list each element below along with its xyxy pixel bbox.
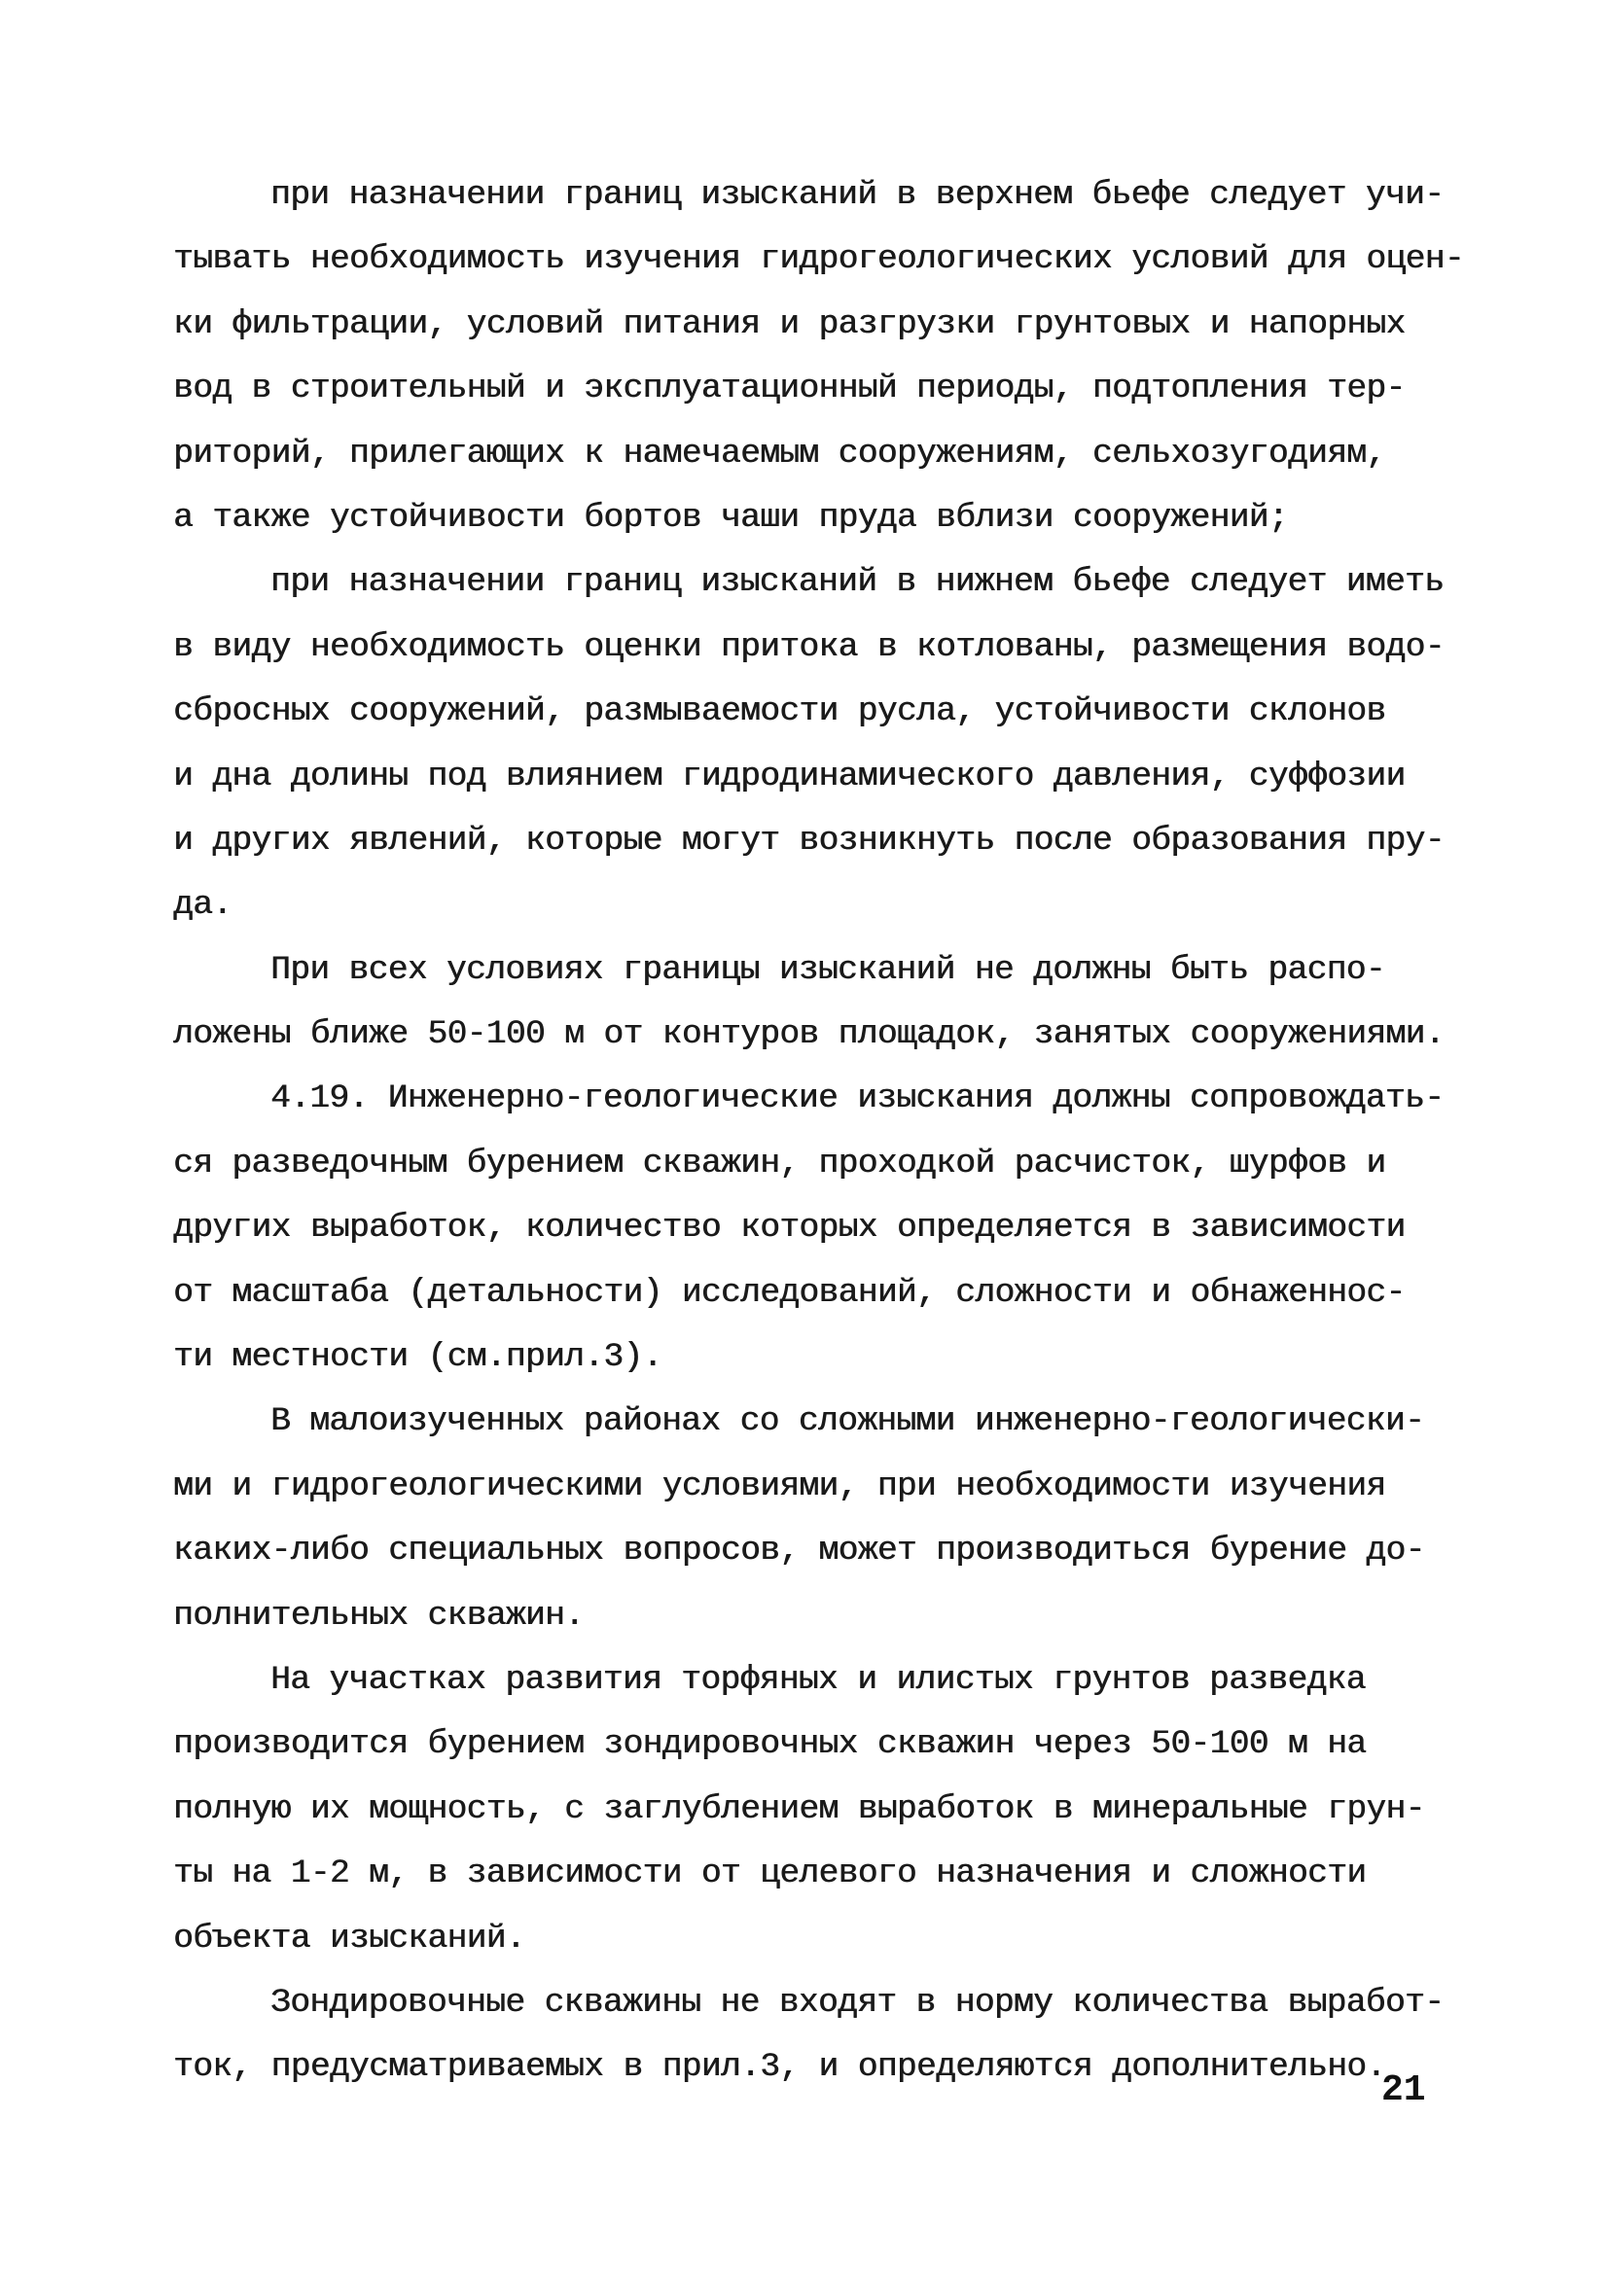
text-line: полную их мощность, с заглублением выработок в минеральные грун- [173,1789,1425,1828]
text-line: В малоизученных районах со сложными инженерно-геологически- [270,1402,1425,1441]
text-line: ки фильтрации, условий питания и разгрузки грунтовых и напорных [173,304,1406,343]
text-line: объекта изысканий. [173,1919,525,1958]
text-line: других выработок, количество которых определяется в зависимости [173,1209,1406,1248]
text-line: ток, предусматриваемых в прил.3, и определяются дополнительно. [173,2048,1386,2087]
text-line: при назначении границ изысканий в нижнем бьефе следует иметь [270,563,1445,602]
text-line: ти местности (см.прил.3). [173,1338,662,1377]
text-line: ты на 1-2 м, в зависимости от целевого назначения и сложности [173,1854,1367,1893]
text-line: да. [173,886,232,925]
text-line: ся разведочным бурением скважин, проходкой расчисток, шурфов и [173,1144,1386,1183]
text-line: производится бурением зондировочных скважин через 50-100 м на [173,1725,1367,1764]
text-line: ми и гидрогеологическими условиями, при необходимости изучения [173,1466,1386,1505]
body-text [173,163,1464,2101]
page-number: 21 [1381,2069,1426,2111]
text-line: полнительных скважин. [173,1596,585,1635]
text-line: каких-либо специальных вопросов, может производиться бурение до- [173,1532,1425,1571]
text-line: и других явлений, которые могут возникнуть после образования пру- [173,821,1445,860]
text-line: от масштаба (детальности) исследований, сложности и обнаженнос- [173,1273,1406,1312]
text-line: сбросных сооружений, размываемости русла, устойчивости склонов [173,692,1386,731]
text-line: ложены ближе 50-100 м от контуров площадок, занятых сооружениями. [173,1015,1445,1054]
text-line: а также устойчивости бортов чаши пруда вблизи сооружений; [173,498,1288,537]
text-line: в виду необходимость оценки притока в котлованы, размещения водо- [173,627,1445,666]
text-line: При всех условиях границы изысканий не должны быть распо- [270,950,1385,989]
text-line: риторий, прилегающих к намечаемым сооружениям, сельхозугодиям, [173,434,1386,473]
text-line: и дна долины под влиянием гидродинамического давления, суффозии [173,757,1406,795]
text-line: На участках развития торфяных и илистых грунтов разведка [270,1660,1366,1699]
text-line: вод в строительный и эксплуатационный периоды, подтопления тер- [173,370,1406,408]
text-line: Зондировочные скважины не входят в норму количества выработ- [270,1983,1445,2022]
text-line: 4.19. Инженерно-геологические изыскания должны сопровождать- [270,1079,1445,1118]
text-line: при назначении границ изысканий в верхнем бьефе следует учи- [270,176,1445,214]
text-line: тывать необходимость изучения гидрогеологических условий для оцен- [173,240,1464,279]
